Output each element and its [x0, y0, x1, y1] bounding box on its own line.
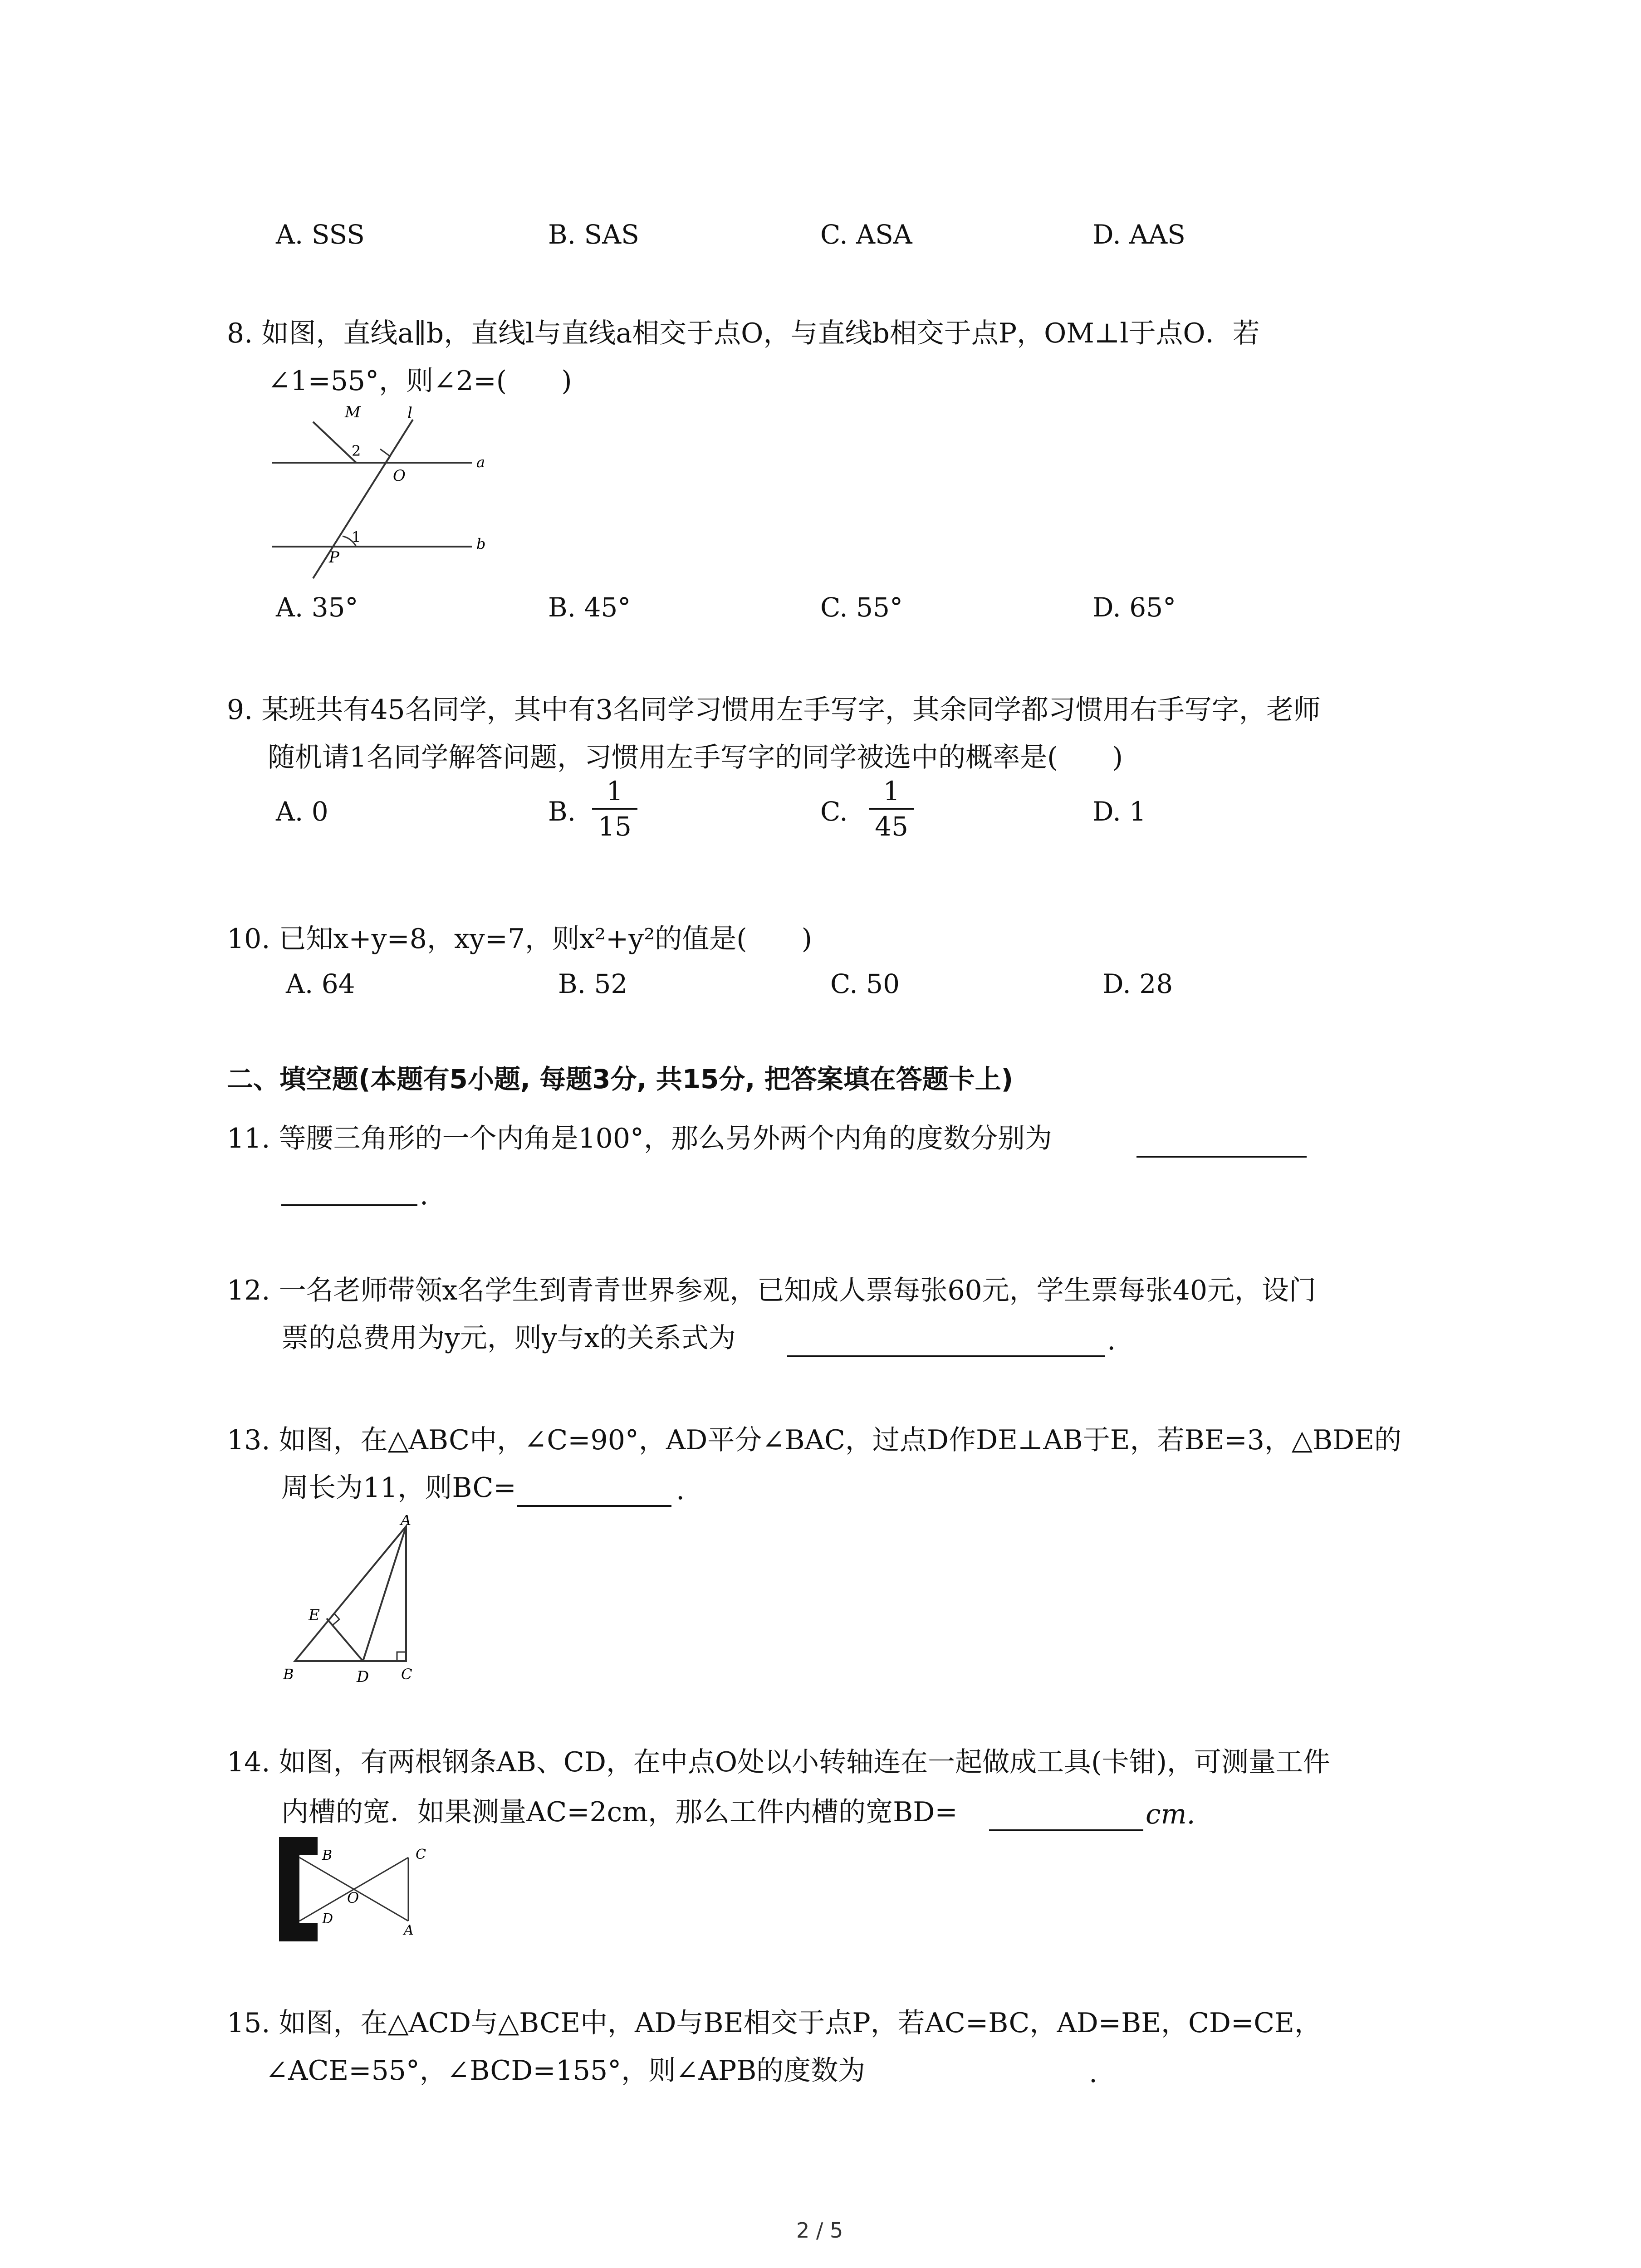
q10-option-b: B. 52 [558, 968, 628, 999]
q9-option-c-fraction [869, 778, 914, 840]
section-2-heading: 二、填空题(本题有5小题, 每题3分, 共15分, 把答案填在答题卡上) [227, 1064, 1014, 1095]
q8-question-line2: ∠1=55°，则∠2=( ) [268, 365, 572, 397]
q8-label-1: 1 [352, 528, 361, 546]
q9-option-b-denominator: 15 [598, 811, 632, 842]
q8-label-p: P [329, 548, 339, 567]
q13-label-d: D [357, 1668, 369, 1686]
q7-option-a: A. SSS [276, 219, 365, 250]
q9-option-c-numerator: 1 [883, 776, 900, 807]
q8-label-2: 2 [352, 442, 361, 459]
q13-label-a: A [401, 1515, 411, 1529]
q8-label-a: a [476, 454, 485, 471]
q9-question-line1: 9. 某班共有45名同学，其中有3名同学习惯用左手写字，其余同学都习惯用右手写字，老师 [227, 694, 1321, 726]
q7-option-d: D. AAS [1092, 219, 1185, 250]
q13-figure [277, 1515, 467, 1692]
q7-option-c: C. ASA [820, 219, 912, 250]
q13-answer-blank[interactable] [517, 1505, 671, 1507]
q11-question: 11. 等腰三角形的一个内角是100°，那么另外两个内角的度数分别为 [227, 1123, 1053, 1154]
page-number: 2 / 5 [796, 2218, 843, 2243]
q9-question-line2: 随机请1名同学解答问题，习惯用左手写字的同学被选中的概率是( ) [268, 742, 1123, 773]
q15-question-line1: 15. 如图，在△ACD与△BCE中，AD与BE相交于点P，若AC=BC，AD=BE，CD=CE， [227, 2007, 1322, 2039]
q12-answer-blank[interactable] [787, 1355, 1105, 1357]
q14-unit: cm. [1146, 1799, 1195, 1830]
q9-option-d: D. 1 [1092, 796, 1146, 827]
q8-figure [263, 404, 490, 585]
q8-label-o: O [393, 467, 406, 485]
q13-question-line1: 13. 如图，在△ABC中，∠C=90°，AD平分∠BAC，过点D作DE⊥AB于E，若BE=3，△BDE的 [227, 1424, 1402, 1456]
q9-option-b-label: B. [548, 796, 576, 827]
q12-question-line2: 票的总费用为y元，则y与x的关系式为 [281, 1322, 736, 1354]
q7-option-b: B. SAS [548, 219, 639, 250]
q8-option-c: C. 55° [820, 592, 903, 623]
q8-option-b: B. 45° [548, 592, 631, 623]
q8-label-m: M [345, 404, 361, 421]
q13-question-line2: 周长为11，则BC= [281, 1472, 516, 1504]
q9-option-a: A. 0 [276, 796, 328, 827]
q14-figure [272, 1833, 454, 1950]
q10-option-c: C. 50 [830, 968, 900, 999]
q15-period: . [1089, 2057, 1098, 2089]
q8-option-a: A. 35° [276, 592, 358, 623]
q13-label-b: B [283, 1666, 294, 1683]
q8-question-line1: 8. 如图，直线a∥b，直线l与直线a相交于点O，与直线b相交于点P，OM⊥l于点O．若 [227, 318, 1260, 349]
q9-option-c-label: C. [820, 796, 848, 827]
q13-label-e: E [309, 1606, 320, 1624]
q9-option-b-numerator: 1 [606, 776, 623, 807]
q11-answer-blank-2[interactable] [281, 1204, 417, 1206]
q11-answer-blank-1[interactable] [1136, 1156, 1307, 1158]
q14-label-b: B [322, 1848, 333, 1863]
q9-option-b-fraction [592, 778, 637, 840]
q14-answer-blank[interactable] [989, 1829, 1143, 1831]
q14-question-line2: 内槽的宽．如果测量AC=2cm，那么工件内槽的宽BD= [281, 1796, 958, 1828]
q14-label-a: A [404, 1922, 414, 1938]
q9-option-c-denominator: 45 [875, 811, 908, 842]
q10-question: 10. 已知x+y=8，xy=7，则x²+y²的值是( ) [227, 923, 813, 955]
q8-option-d: D. 65° [1092, 592, 1176, 623]
q8-label-b: b [476, 535, 486, 552]
q10-option-d: D. 28 [1102, 968, 1173, 999]
q11-period: . [420, 1179, 429, 1211]
q10-option-a: A. 64 [286, 968, 355, 999]
q14-label-d: D [322, 1911, 333, 1927]
q13-label-c: C [401, 1666, 412, 1683]
q8-label-l: l [407, 404, 412, 422]
q14-label-c: C [416, 1847, 426, 1862]
q15-question-line2: ∠ACE=55°，∠BCD=155°，则∠APB的度数为 [265, 2055, 866, 2087]
q12-question-line1: 12. 一名老师带领x名学生到青青世界参观，已知成人票每张60元，学生票每张40元，设门 [227, 1275, 1317, 1306]
q13-period: . [676, 1474, 685, 1506]
q12-period: . [1107, 1325, 1116, 1356]
q14-question-line1: 14. 如图，有两根钢条AB、CD，在中点O处以小转轴连在一起做成工具(卡钳)，可测量工件 [227, 1746, 1330, 1778]
q14-label-o: O [347, 1889, 359, 1906]
